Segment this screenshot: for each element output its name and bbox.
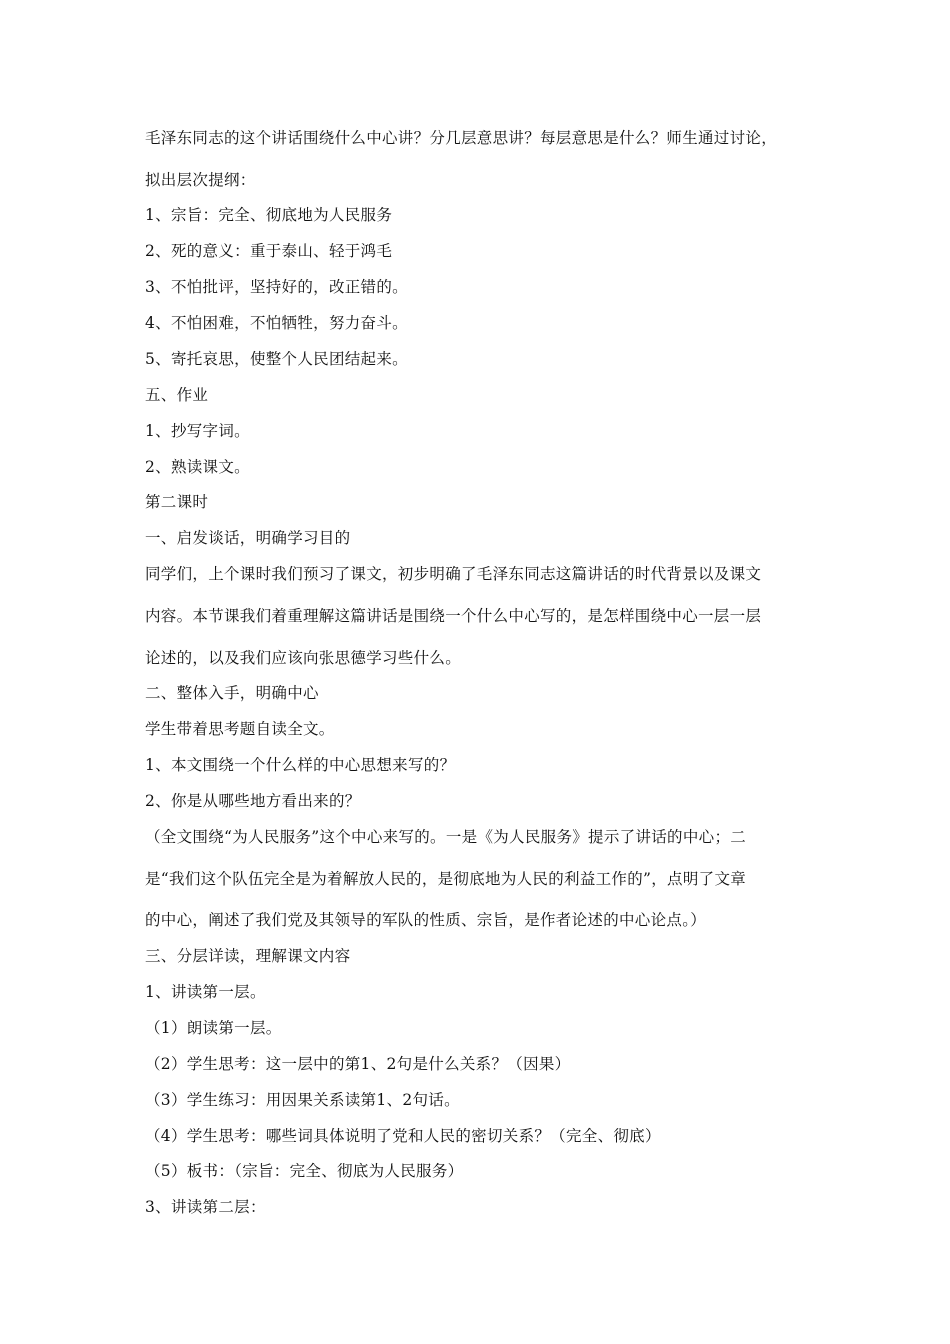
text-line: （全文围绕“为人民服务”这个中心来写的。一是《为人民服务》提示了讲话的中心；二 <box>145 828 747 846</box>
text-line: 5、寄托哀思，使整个人民团结起来。 <box>145 350 408 368</box>
text-line: 3、讲读第二层： <box>145 1198 266 1216</box>
text-line: 1、讲读第一层。 <box>145 983 266 1001</box>
text-line: 内容。本节课我们着重理解这篇讲话是围绕一个什么中心写的，是怎样围绕中心一层一层 <box>145 607 762 625</box>
section-heading: 第二课时 <box>145 493 209 511</box>
text-line: 学生带着思考题自读全文。 <box>145 720 335 738</box>
text-line: 1、宗旨：完全、彻底地为人民服务 <box>145 206 393 224</box>
text-line: 2、熟读课文。 <box>145 458 250 476</box>
text-line: 1、本文围绕一个什么样的中心思想来写的？ <box>145 756 456 774</box>
text-line: 拟出层次提纲： <box>145 171 256 189</box>
text-line: 3、不怕批评，坚持好的，改正错的。 <box>145 278 408 296</box>
text-line: 4、不怕困难，不怕牺牲，努力奋斗。 <box>145 314 408 332</box>
text-line: 的中心，阐述了我们党及其领导的军队的性质、宗旨，是作者论述的中心论点。） <box>145 911 707 929</box>
section-heading: 五、作业 <box>145 386 209 404</box>
section-heading: 二、整体入手，明确中心 <box>145 684 319 702</box>
text-line: 2、死的意义：重于泰山、轻于鸿毛 <box>145 242 393 260</box>
text-line: 同学们，上个课时我们预习了课文，初步明确了毛泽东同志这篇讲话的时代背景以及课文 <box>145 565 762 583</box>
text-line: 2、你是从哪些地方看出来的？ <box>145 792 361 810</box>
section-heading: 三、分层详读，理解课文内容 <box>145 947 351 965</box>
section-heading: 一、启发谈话，明确学习目的 <box>145 529 351 547</box>
text-line: 是“我们这个队伍完全是为着解放人民的，是彻底地为人民的利益工作的”，点明了文章 <box>145 870 747 888</box>
text-line: （4）学生思考：哪些词具体说明了党和人民的密切关系？（完全、彻底） <box>145 1127 661 1145</box>
text-line: 1、抄写字词。 <box>145 422 250 440</box>
text-line: （2）学生思考：这一层中的第1、2句是什么关系？（因果） <box>145 1055 571 1073</box>
text-line: （5）板书：（宗旨：完全、彻底为人民服务） <box>145 1162 464 1180</box>
text-line: （1）朗读第一层。 <box>145 1019 282 1037</box>
text-line: 论述的，以及我们应该向张思德学习些什么。 <box>145 649 462 667</box>
text-line: （3）学生练习：用因果关系读第1、2句话。 <box>145 1091 460 1109</box>
text-line: 毛泽东同志的这个讲话围绕什么中心讲？分几层意思讲？每层意思是什么？师生通过讨论， <box>145 129 778 147</box>
